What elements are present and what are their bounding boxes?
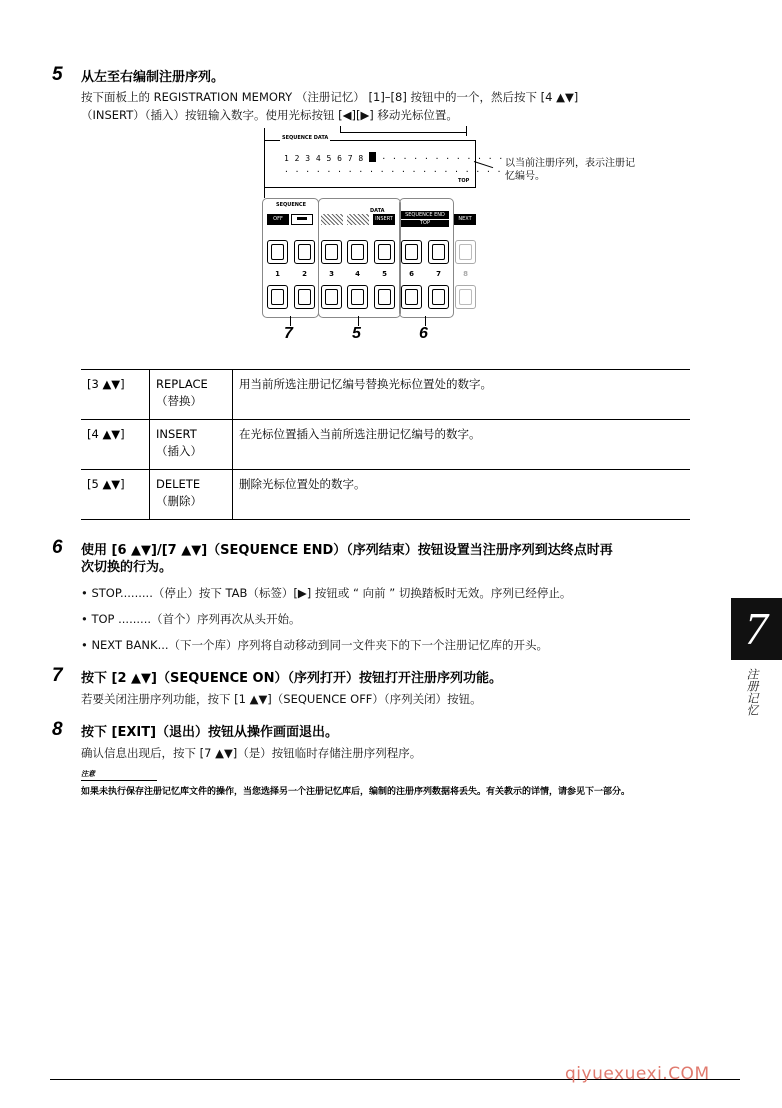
panel-button-8-up <box>455 240 476 264</box>
step6-bullet-next-bank: • NEXT BANK...（下一个库）序列将自动移动到同一文件夹下的下一个注册记忆库的开头。 <box>81 638 549 652</box>
panel-button-6-up <box>401 240 422 264</box>
note-divider <box>81 780 157 781</box>
step6-title-line2: 次切换的行为。 <box>81 560 173 575</box>
step5-line1: 按下面板上的 REGISTRATION MEMORY （注册记忆） [1]–[8] 按钮中的一个，然后按下 [4 ▲▼] <box>81 90 579 104</box>
note-label: 注意 <box>81 770 95 778</box>
tag-insert: INSERT <box>373 214 395 225</box>
step6-bullet-top: • TOP .........（首个）序列再次从头开始。 <box>81 612 301 626</box>
button-number: 5 <box>382 270 387 278</box>
lcd-row-dots: · · · · · · · · · · · · · · · · · · · · · <box>284 167 502 176</box>
panel-button-3-down <box>321 285 342 309</box>
step7-line1: 若要关闭注册序列功能，按下 [1 ▲▼]（SEQUENCE OFF）（序列关闭）按钮。 <box>81 692 482 706</box>
table-row <box>81 420 690 470</box>
tag-seq-end: SEQUENCE END <box>401 211 449 219</box>
table-name-en: REPLACE <box>156 377 208 391</box>
group-sequence-label: SEQUENCE <box>276 202 307 208</box>
table-row <box>81 470 690 520</box>
button-number: 3 <box>329 270 334 278</box>
button-number: 7 <box>436 270 441 278</box>
lcd-cursor <box>369 152 376 162</box>
step6-title-line1: 使用 [6 ▲▼]/[7 ▲▼]（SEQUENCE END）（序列结束）按钮设置当注册序列到达终点时再 <box>81 543 613 558</box>
tag-replace <box>321 214 343 225</box>
button-number: 4 <box>355 270 360 278</box>
panel-button-7-up <box>428 240 449 264</box>
table-name <box>150 470 233 520</box>
tag-on <box>291 214 313 225</box>
step5-title: 从左至右编制注册序列。 <box>81 70 225 85</box>
lcd-screen <box>264 140 476 188</box>
note-text: 如果未执行保存注册记忆库文件的操作，当您选择另一个注册记忆库后，编制的注册序列数据将丢失。有关教示的详情，请参见下一部分。 <box>81 787 631 797</box>
panel-button-1-up <box>267 240 288 264</box>
table-desc: 删除光标位置处的数字。 <box>233 470 691 520</box>
table-row <box>81 370 690 420</box>
step-number-8: 8 <box>52 719 63 740</box>
lcd-row1-dots: · · · · · · · · · · · · <box>381 154 504 163</box>
lcd-callout <box>505 157 635 183</box>
lcd-row-numbers <box>284 152 504 163</box>
lcd-callout-line1: 以当前注册序列，表示注册记 <box>505 158 635 169</box>
tag-delete <box>347 214 369 225</box>
lcd-callout-line2: 忆编号。 <box>505 171 545 182</box>
tag-top: TOP <box>401 220 449 227</box>
table-key: [5 ▲▼] <box>81 470 150 520</box>
chapter-tab: 7 <box>731 598 782 660</box>
table-name-en: DELETE <box>156 477 201 491</box>
table-name-cn: （删除） <box>156 494 202 508</box>
tag-next: NEXT <box>454 214 476 225</box>
table-name <box>150 420 233 470</box>
tag-off: OFF <box>267 214 289 225</box>
step6-bullet-stop: • STOP.........（停止）按下 TAB（标签）[▶] 按钮或 “ 向前 ” 切换踏板时无效。序列已经停止。 <box>81 586 572 600</box>
table-name-cn: （替换） <box>156 394 202 408</box>
panel-button-3-up <box>321 240 342 264</box>
step-number-7: 7 <box>52 665 63 686</box>
step8-line1: 确认信息出现后，按下 [7 ▲▼]（是）按钮临时存储注册序列程序。 <box>81 746 422 760</box>
function-table <box>81 369 690 520</box>
panel-button-2-down <box>294 285 315 309</box>
watermark: qiyuexuexi.COM <box>565 1064 710 1084</box>
table-key: [4 ▲▼] <box>81 420 150 470</box>
step-number-6: 6 <box>52 537 63 558</box>
table-name-en: INSERT <box>156 427 197 441</box>
group-data-label: DATA <box>370 208 385 214</box>
chapter-label: 注册记忆 <box>745 668 759 716</box>
panel-button-2-up <box>294 240 315 264</box>
panel-button-8-down <box>455 285 476 309</box>
table-name-cn: （插入） <box>156 444 202 458</box>
callout-6: 6 <box>419 325 428 342</box>
panel-button-5-down <box>374 285 395 309</box>
button-number: 1 <box>275 270 280 278</box>
step8-title: 按下 [EXIT]（退出）按钮从操作画面退出。 <box>81 725 339 740</box>
step5-line2: （INSERT）（插入）按钮输入数字。使用光标按钮 [◀][▶] 移动光标位置。 <box>81 108 458 122</box>
panel-button-4-down <box>347 285 368 309</box>
table-name <box>150 370 233 420</box>
step7-title: 按下 [2 ▲▼]（SEQUENCE ON）（序列打开）按钮打开注册序列功能。 <box>81 671 502 686</box>
table-desc: 在光标位置插入当前所选注册记忆编号的数字。 <box>233 420 691 470</box>
step-number-5: 5 <box>52 64 63 85</box>
button-number: 6 <box>409 270 414 278</box>
button-number: 8 <box>463 270 468 278</box>
lcd-digits: 1 2 3 4 5 6 7 8 <box>284 154 364 163</box>
callout-7: 7 <box>284 325 293 342</box>
panel-button-4-up <box>347 240 368 264</box>
panel-button-7-down <box>428 285 449 309</box>
lcd-top-label: TOP <box>458 178 470 184</box>
panel-button-5-up <box>374 240 395 264</box>
table-desc: 用当前所选注册记忆编号替换光标位置处的数字。 <box>233 370 691 420</box>
lcd-label: SEQUENCE DATA <box>282 135 329 141</box>
panel-button-6-down <box>401 285 422 309</box>
table-key: [3 ▲▼] <box>81 370 150 420</box>
button-number: 2 <box>302 270 307 278</box>
callout-5: 5 <box>352 325 361 342</box>
panel-button-1-down <box>267 285 288 309</box>
